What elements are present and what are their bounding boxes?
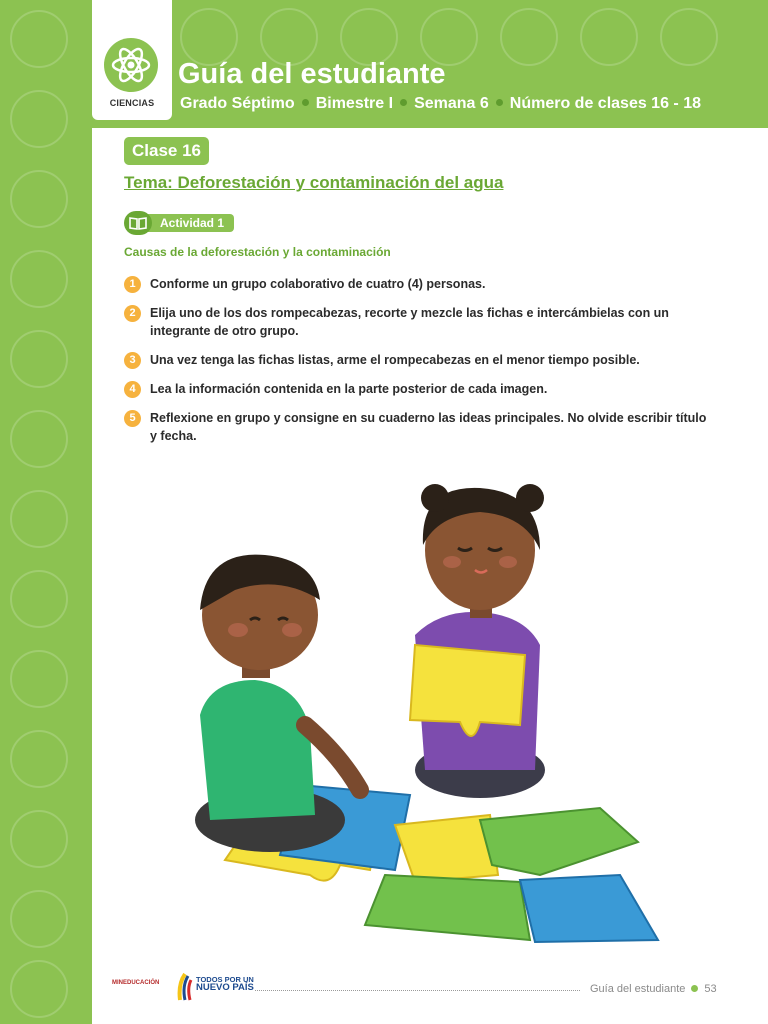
step-number: 3 <box>124 352 141 369</box>
step-text: Reflexione en grupo y consigne en su cuaderno las ideas principales. No olvide escribir título y fecha. <box>150 411 707 443</box>
step-number: 4 <box>124 381 141 398</box>
subject-label: CIENCIAS <box>109 98 155 108</box>
slogan-text <box>196 976 254 992</box>
book-icon <box>124 211 152 235</box>
slogan-line2: NUEVO PAÍS <box>196 982 254 993</box>
classes-label: Número de clases 16 - 18 <box>509 95 701 112</box>
activity-title: Actividad 1 <box>146 214 234 232</box>
topic-heading: Tema: Deforestación y contaminación del agua <box>124 173 504 192</box>
grade-label: Grado Séptimo <box>180 95 295 112</box>
step-text: Elija uno de los dos rompecabezas, recorte y mezcle las fichas e intercámbielas con un integrante de otro grupo. <box>150 306 669 338</box>
step-text: Una vez tenga las fichas listas, arme el rompecabezas en el menor tiempo posible. <box>150 353 640 367</box>
guide-subtitle <box>180 95 701 113</box>
week-label: Semana 6 <box>414 95 489 112</box>
subject-logo-card <box>92 0 172 120</box>
class-badge: Clase 16 <box>124 137 209 165</box>
step-number: 5 <box>124 410 141 427</box>
page-number: 53 <box>704 983 717 995</box>
step-text: Conforme un grupo colaborativo de cuatro (4) personas. <box>150 277 486 291</box>
footer-page-info <box>590 983 717 995</box>
step-number: 2 <box>124 305 141 322</box>
step-number: 1 <box>124 276 141 293</box>
todos-por-un-nuevo-pais-logo <box>176 970 256 1004</box>
footer-dot <box>691 985 698 992</box>
bimester-label: Bimestre I <box>315 95 394 112</box>
step-text: Lea la información contenida en la parte posterior de cada imagen. <box>150 382 548 396</box>
guide-title: Guía del estudiante <box>178 58 446 90</box>
section-subtitle: Causas de la deforestación y la contaminación <box>124 245 391 259</box>
footer-divider <box>255 990 580 991</box>
footer-guide-label: Guía del estudiante <box>590 983 686 995</box>
slogan-line1: TODOS POR UN <box>196 975 254 984</box>
separator-dot <box>302 99 309 106</box>
separator-dot <box>400 99 407 106</box>
atom-icon <box>104 38 158 92</box>
children-puzzle-illustration <box>180 470 660 950</box>
mineducacion-logo: MINEDUCACIÓN <box>112 980 160 986</box>
boy-figure <box>195 555 360 852</box>
separator-dot <box>496 99 503 106</box>
girl-figure <box>410 484 545 798</box>
